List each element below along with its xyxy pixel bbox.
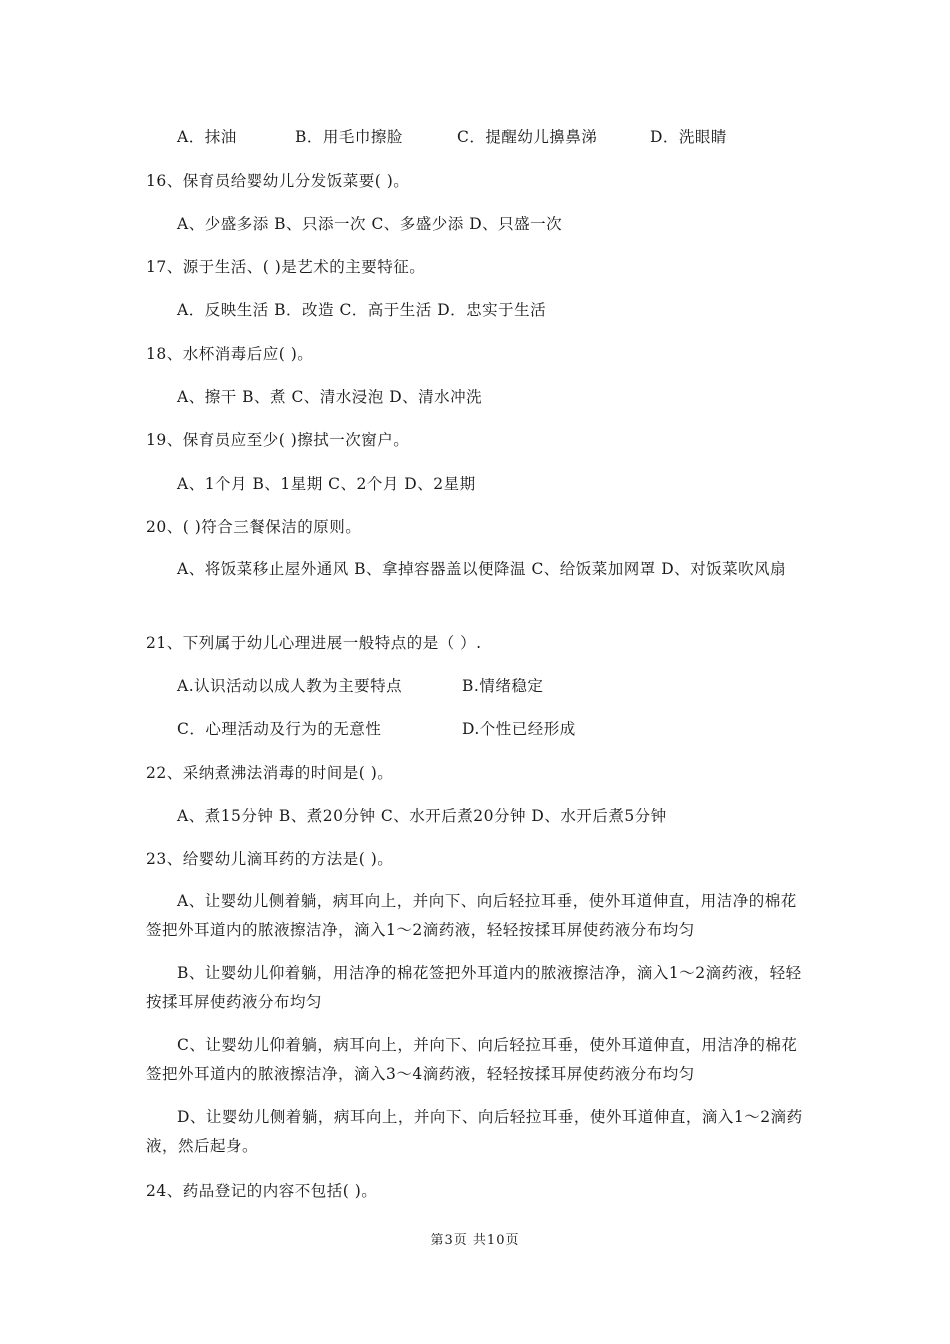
page-footer: 第3页 共10页 [430,1233,520,1248]
q21-options-row1 [177,676,841,696]
q15-options [177,127,841,147]
q23-option-d: D、让婴幼儿侧着躺，病耳向上，并向下、向后轻拉耳垂，使外耳道伸直，滴入1～2滴药液，然后起身。 [146,1108,803,1155]
question-17: 17、源于生活、( )是艺术的主要特征。 [146,258,426,276]
q15-option-c: C．提醒幼儿擤鼻涕 [457,128,598,146]
question-20: 20、( )符合三餐保洁的原则。 [146,518,362,536]
q21-options-row2 [177,719,841,739]
question-22: 22、采纳煮沸法消毒的时间是( )。 [146,764,394,782]
q18-options: A、擦干 B、煮 C、清水浸泡 D、清水冲洗 [177,388,483,406]
q16-options: A、少盛多添 B、只添一次 C、多盛少添 D、只盛一次 [177,215,563,233]
q21-option-b: B.情绪稳定 [462,677,544,695]
q21-option-a: A.认识活动以成人教为主要特点 [177,677,403,695]
q19-options: A、1个月 B、1星期 C、2个月 D、2星期 [177,475,476,493]
q21-option-c: C．心理活动及行为的无意性 [177,720,382,738]
q15-option-d: D．洗眼睛 [650,128,727,146]
q20-options: A、将饭菜移止屋外通风 B、拿掉容器盖以便降温 C、给饭菜加网罩 D、对饭菜吹风扇 [177,560,787,578]
q22-options: A、煮15分钟 B、煮20分钟 C、水开后煮20分钟 D、水开后煮5分钟 [177,807,667,825]
question-16: 16、保育员给婴幼儿分发饭菜要( )。 [146,172,410,190]
question-19: 19、保育员应至少( )擦拭一次窗户。 [146,431,410,449]
question-21: 21、下列属于幼儿心理进展一般特点的是（ ）. [146,634,482,652]
question-24: 24、药品登记的内容不包括( )。 [146,1182,378,1200]
q15-option-b: B．用毛巾擦脸 [295,128,403,146]
q15-option-a: A．抹油 [177,128,237,146]
question-18: 18、水杯消毒后应( )。 [146,345,314,363]
q23-option-a: A、让婴幼儿侧着躺，病耳向上，并向下、向后轻拉耳垂，使外耳道伸直，用洁净的棉花签把外耳道内的脓液擦洁净，滴入1～2滴药液，轻轻按揉耳屏使药液分布均匀 [146,892,797,939]
q23-option-b: B、让婴幼儿仰着躺，用洁净的棉花签把外耳道内的脓液擦洁净，滴入1～2滴药液，轻轻按揉耳屏使药液分布均匀 [146,964,802,1011]
question-23: 23、给婴幼儿滴耳药的方法是( )。 [146,850,394,868]
q17-options: A．反映生活 B．改造 C．高于生活 D．忠实于生活 [177,301,547,319]
q23-option-c: C、让婴幼儿仰着躺，病耳向上，并向下、向后轻拉耳垂，使外耳道伸直，用洁净的棉花签把外耳道内的脓液擦洁净，滴入3～4滴药液，轻轻按揉耳屏使药液分布均匀 [146,1036,798,1083]
q21-option-d: D.个性已经形成 [462,720,576,738]
